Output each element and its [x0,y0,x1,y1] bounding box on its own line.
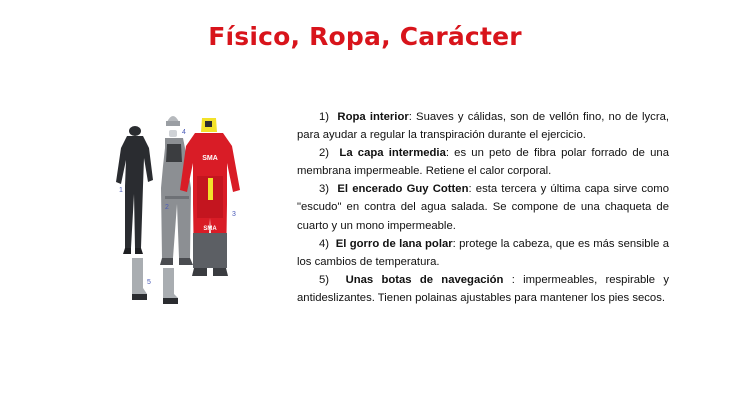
item-number: 3) [319,183,330,196]
item-number: 1) [319,111,330,123]
item-text: : protege la cabeza, que es más sensible a los cambios de temperatura. [297,237,669,268]
callout-4: 4 [182,129,186,136]
leg-logo-text: SMA [203,226,217,232]
item-term: Unas botas de navegación [345,273,504,286]
item-number: 2) [319,147,330,160]
gear-description-list [297,108,669,307]
item-text: : es un peto de fibra polar forrado de una membrana impermeable. Retiene el calor corporal. [297,147,669,178]
callout-3: 3 [232,211,236,218]
fleece-hat [166,116,180,126]
callout-1: 1 [119,187,123,194]
sailing-gear-illustration [105,108,250,308]
list-item-boots [297,271,669,307]
item-text: : esta tercera y última capa sirve como "escudo" en contra del agua salada. Se compone de una chaqueta de cuarto y un mono impermeable. [297,183,670,232]
list-item-hat [297,235,669,271]
item-text: : Suaves y cálidas, son de vellón fino, no de lycra, para ayudar a regular la transpiración durante el ejercicio. [297,111,670,142]
list-item-outer-layer [297,180,669,234]
list-item-mid-layer [297,144,669,180]
list-item-underwear [297,108,669,144]
page-title: Físico, Ropa, Carácter [208,22,522,51]
item-term: El encerado Guy Cotten [337,183,469,196]
item-term: Ropa interior [337,111,409,123]
callout-5: 5 [147,279,151,286]
item-number: 4) [319,237,330,250]
callout-2: 2 [165,204,169,211]
item-term: El gorro de lana polar [335,237,453,250]
item-term: La capa intermedia [339,147,446,160]
chest-logo-text: SMA [202,155,218,162]
item-number: 5) [319,273,330,286]
item-text: : impermeables, respirable y antideslizantes. Tienen polainas ajustables para mantener los pies secos. [297,273,669,304]
